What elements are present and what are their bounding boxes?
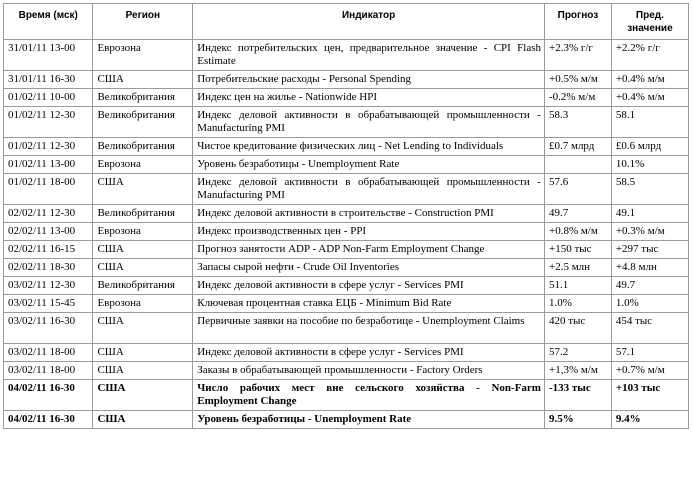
table-row	[4, 138, 689, 156]
cell-forecast	[544, 156, 611, 174]
header-previous: Пред. значение	[611, 4, 688, 40]
header-indicator: Индикатор	[193, 4, 545, 40]
cell-time: 01/02/11 10-00	[4, 89, 93, 107]
cell-indicator: Заказы в обрабатывающей промышленности - Factory Orders	[193, 362, 545, 380]
cell-region: Еврозона	[93, 40, 193, 71]
cell-forecast: 57.6	[544, 174, 611, 205]
cell-region: США	[93, 174, 193, 205]
cell-region: США	[93, 259, 193, 277]
cell-previous: +0.4% м/м	[611, 89, 688, 107]
cell-time: 02/02/11 16-15	[4, 241, 93, 259]
cell-previous: +2.2% г/г	[611, 40, 688, 71]
cell-indicator: Индекс деловой активности в обрабатывающей промышленности - Manufacturing PMI	[193, 107, 545, 138]
cell-region: Великобритания	[93, 107, 193, 138]
cell-time: 01/02/11 18-00	[4, 174, 93, 205]
table-row	[4, 411, 689, 429]
table-row	[4, 241, 689, 259]
cell-indicator: Индекс цен на жилье - Nationwide HPI	[193, 89, 545, 107]
cell-forecast: 49.7	[544, 205, 611, 223]
cell-previous: +4.8 млн	[611, 259, 688, 277]
cell-forecast: 1.0%	[544, 295, 611, 313]
cell-previous: 10.1%	[611, 156, 688, 174]
table-row	[4, 174, 689, 205]
table-body	[4, 40, 689, 429]
cell-region: Еврозона	[93, 295, 193, 313]
table-row	[4, 295, 689, 313]
table-row	[4, 205, 689, 223]
header-time: Время (мск)	[4, 4, 93, 40]
cell-forecast: -0.2% м/м	[544, 89, 611, 107]
header-forecast: Прогноз	[544, 4, 611, 40]
cell-region: США	[93, 411, 193, 429]
cell-forecast: 51.1	[544, 277, 611, 295]
cell-forecast: 57.2	[544, 344, 611, 362]
table-row	[4, 277, 689, 295]
cell-indicator: Уровень безработицы - Unemployment Rate	[193, 156, 545, 174]
cell-region: Великобритания	[93, 138, 193, 156]
cell-region: США	[93, 71, 193, 89]
cell-region: Великобритания	[93, 277, 193, 295]
table-row	[4, 313, 689, 344]
cell-indicator: Индекс деловой активности в сфере услуг - Services PMI	[193, 344, 545, 362]
cell-indicator: Индекс производственных цен - PPI	[193, 223, 545, 241]
cell-previous: 454 тыс	[611, 313, 688, 344]
cell-previous: +0.3% м/м	[611, 223, 688, 241]
cell-time: 31/01/11 13-00	[4, 40, 93, 71]
cell-time: 02/02/11 12-30	[4, 205, 93, 223]
cell-forecast: -133 тыс	[544, 380, 611, 411]
cell-indicator: Индекс деловой активности в обрабатывающей промышленности - Manufacturing PMI	[193, 174, 545, 205]
cell-time: 02/02/11 18-30	[4, 259, 93, 277]
cell-forecast: +2.5 млн	[544, 259, 611, 277]
cell-indicator: Ключевая процентная ставка ЕЦБ - Minimum Bid Rate	[193, 295, 545, 313]
cell-indicator: Прогноз занятости ADP - ADP Non-Farm Employment Change	[193, 241, 545, 259]
cell-previous: £0.6 млрд	[611, 138, 688, 156]
cell-region: Великобритания	[93, 89, 193, 107]
cell-indicator: Число рабочих мест вне сельского хозяйства - Non-Farm Employment Change	[193, 380, 545, 411]
cell-time: 31/01/11 16-30	[4, 71, 93, 89]
cell-previous: +0.4% м/м	[611, 71, 688, 89]
cell-indicator: Запасы сырой нефти - Crude Oil Inventories	[193, 259, 545, 277]
cell-time: 04/02/11 16-30	[4, 411, 93, 429]
cell-region: США	[93, 344, 193, 362]
cell-region: Еврозона	[93, 223, 193, 241]
cell-forecast: £0.7 млрд	[544, 138, 611, 156]
table-row	[4, 380, 689, 411]
cell-indicator: Индекс деловой активности в сфере услуг - Services PMI	[193, 277, 545, 295]
cell-indicator: Первичные заявки на пособие по безработице - Unemployment Claims	[193, 313, 545, 344]
cell-region: США	[93, 380, 193, 411]
cell-time: 02/02/11 13-00	[4, 223, 93, 241]
table-row	[4, 344, 689, 362]
cell-region: Великобритания	[93, 205, 193, 223]
table-row	[4, 40, 689, 71]
cell-time: 01/02/11 12-30	[4, 107, 93, 138]
cell-time: 03/02/11 16-30	[4, 313, 93, 344]
cell-time: 03/02/11 15-45	[4, 295, 93, 313]
table-row	[4, 362, 689, 380]
cell-time: 03/02/11 18-00	[4, 362, 93, 380]
cell-forecast: +2.3% г/г	[544, 40, 611, 71]
cell-forecast: +0.5% м/м	[544, 71, 611, 89]
table-row	[4, 107, 689, 138]
cell-time: 03/02/11 12-30	[4, 277, 93, 295]
cell-previous: +103 тыс	[611, 380, 688, 411]
header-row	[4, 4, 689, 40]
cell-time: 01/02/11 12-30	[4, 138, 93, 156]
cell-indicator: Чистое кредитование физических лиц - Net Lending to Individuals	[193, 138, 545, 156]
table-row	[4, 71, 689, 89]
cell-previous: 1.0%	[611, 295, 688, 313]
cell-indicator: Индекс потребительских цен, предварительное значение - CPI Flash Estimate	[193, 40, 545, 71]
economic-calendar-table	[3, 3, 689, 429]
cell-forecast: +150 тыс	[544, 241, 611, 259]
cell-region: США	[93, 313, 193, 344]
cell-previous: +297 тыс	[611, 241, 688, 259]
cell-forecast: +0.8% м/м	[544, 223, 611, 241]
cell-indicator: Потребительские расходы - Personal Spending	[193, 71, 545, 89]
cell-region: США	[93, 241, 193, 259]
cell-region: Еврозона	[93, 156, 193, 174]
cell-previous: 49.7	[611, 277, 688, 295]
cell-time: 01/02/11 13-00	[4, 156, 93, 174]
cell-previous: 49.1	[611, 205, 688, 223]
cell-forecast: +1,3% м/м	[544, 362, 611, 380]
cell-forecast: 58.3	[544, 107, 611, 138]
table-row	[4, 223, 689, 241]
cell-time: 03/02/11 18-00	[4, 344, 93, 362]
cell-previous: 57.1	[611, 344, 688, 362]
cell-forecast: 9.5%	[544, 411, 611, 429]
cell-forecast: 420 тыс	[544, 313, 611, 344]
cell-previous: 58.5	[611, 174, 688, 205]
cell-region: США	[93, 362, 193, 380]
cell-previous: +0.7% м/м	[611, 362, 688, 380]
cell-previous: 9.4%	[611, 411, 688, 429]
table-row	[4, 259, 689, 277]
cell-previous: 58.1	[611, 107, 688, 138]
header-region: Регион	[93, 4, 193, 40]
cell-indicator: Индекс деловой активности в строительстве - Construction PMI	[193, 205, 545, 223]
cell-indicator: Уровень безработицы - Unemployment Rate	[193, 411, 545, 429]
table-row	[4, 89, 689, 107]
table-row	[4, 156, 689, 174]
cell-time: 04/02/11 16-30	[4, 380, 93, 411]
